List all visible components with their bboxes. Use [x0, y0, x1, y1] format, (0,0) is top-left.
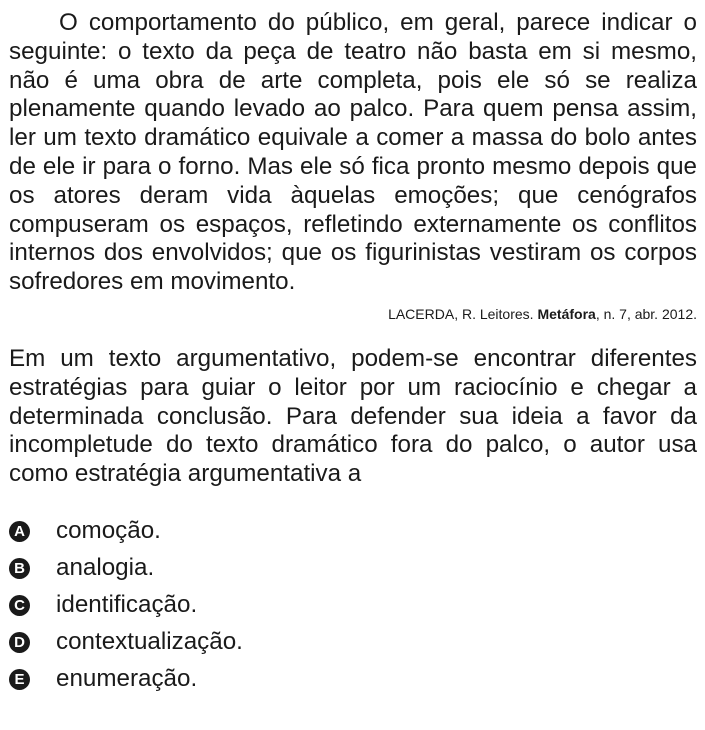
option-e-letter-badge: E: [9, 669, 30, 690]
option-e[interactable]: [9, 661, 697, 698]
passage-text: O comportamento do público, em geral, parece indicar o seguinte: o texto da peça de teatro não basta em si mesmo, não é uma obra de arte completa, pois ele só se realiza plenamente quando levado ao palco. Para quem pensa assim, ler um texto dramático equivale a comer a massa do bolo antes de ele ir para o forno. Mas ele só fica pronto mesmo depois que os atores deram vida àquelas emoções; que cenógrafos compuseram os espaços, refletindo externamente os conflitos internos dos envolvidos; que os figurinistas vestiram os corpos sofredores em movimento.: [9, 9, 697, 296]
option-a-text: comoção.: [56, 517, 161, 545]
option-c-letter-badge: C: [9, 595, 30, 616]
option-d[interactable]: [9, 624, 697, 661]
option-c-text: identificação.: [56, 591, 198, 619]
option-c[interactable]: [9, 587, 697, 624]
option-b-text: analogia.: [56, 554, 155, 582]
option-a[interactable]: [9, 513, 697, 550]
question-text: Em um texto argumentativo, podem-se encontrar diferentes estratégias para guiar o leitor por um raciocínio e chegar a determinada conclusão. Para defender sua ideia a favor da incompletude do texto dramático fora do palco, o autor usa como estratégia argumentativa a: [9, 344, 697, 488]
option-e-text: enumeração.: [56, 665, 198, 693]
option-d-letter-badge: D: [9, 632, 30, 653]
document-page: [9, 9, 697, 698]
citation: [9, 305, 697, 323]
answer-options: [9, 513, 697, 698]
option-b-letter-badge: B: [9, 558, 30, 579]
option-b[interactable]: [9, 550, 697, 587]
option-d-text: contextualização.: [56, 628, 243, 656]
citation-suffix: , n. 7, abr. 2012.: [595, 305, 697, 322]
option-a-letter-badge: A: [9, 521, 30, 542]
citation-source: Metáfora: [537, 305, 596, 322]
citation-prefix: LACERDA, R. Leitores.: [388, 305, 538, 322]
